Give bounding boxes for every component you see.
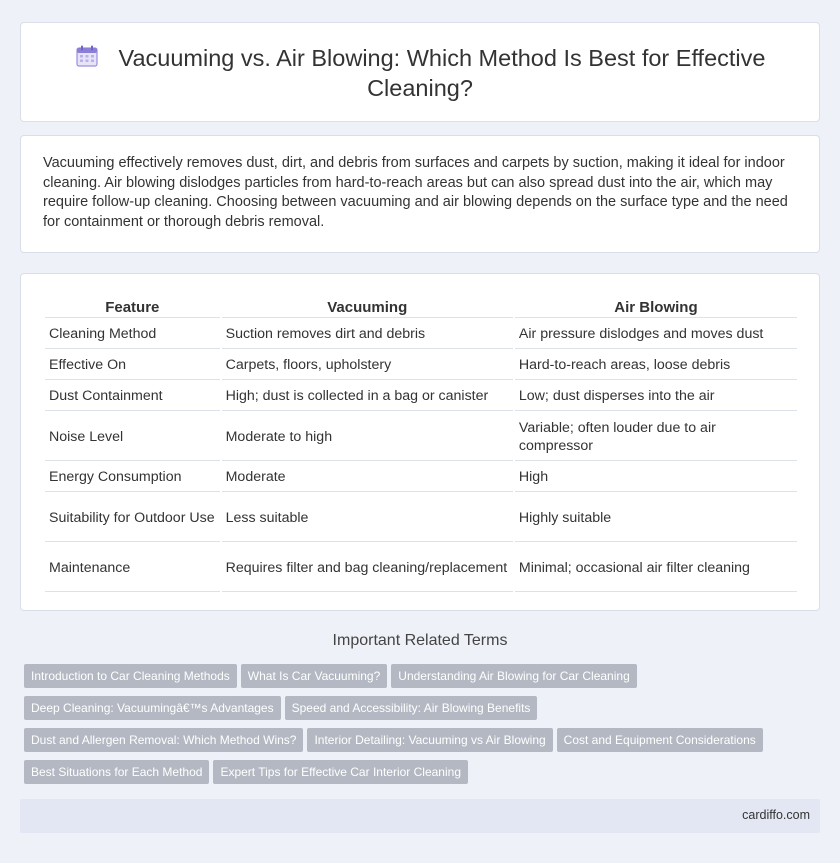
table-cell: Moderate — [222, 463, 513, 492]
related-terms-tags — [24, 664, 824, 792]
header-card — [20, 22, 820, 122]
footer-site[interactable]: cardiffo.com — [742, 808, 810, 822]
table-cell: Requires filter and bag cleaning/replacement — [222, 544, 513, 592]
table-cell: High — [515, 463, 797, 492]
table-cell: Low; dust disperses into the air — [515, 382, 797, 411]
footer — [20, 799, 820, 833]
table-row — [45, 382, 797, 411]
tag-link[interactable]: Interior Detailing: Vacuuming vs Air Blowing — [307, 728, 552, 752]
tag-link[interactable]: Deep Cleaning: Vacuumingâ€™s Advantages — [24, 696, 281, 720]
intro-text: Vacuuming effectively removes dust, dirt, and debris from surfaces and carpets by suction, making it ideal for indoor cleaning. Air blowing dislodges particles from hard-to-reach areas but can also spread dust into the air, which may require follow-up cleaning. Choosing between vacuuming and air blowing depends on the surface type and the need for containment or thorough debris removal. — [43, 155, 788, 230]
tag-link[interactable]: Dust and Allergen Removal: Which Method Wins? — [24, 728, 303, 752]
header-air-blowing: Air Blowing — [515, 296, 797, 318]
table-cell: Variable; often louder due to air compressor — [515, 413, 797, 461]
tag-link[interactable]: Expert Tips for Effective Car Interior Cleaning — [213, 760, 468, 784]
tag-row — [24, 696, 824, 728]
table-cell: High; dust is collected in a bag or canister — [222, 382, 513, 411]
title-wrap — [21, 43, 819, 103]
page-title — [50, 43, 790, 103]
table-cell: Hard-to-reach areas, loose debris — [515, 351, 797, 380]
calendar-icon — [75, 44, 99, 68]
tag-link[interactable]: Speed and Accessibility: Air Blowing Benefits — [285, 696, 538, 720]
tag-row — [24, 664, 824, 696]
tag-row — [24, 728, 824, 760]
table-cell: Suitability for Outdoor Use — [45, 494, 220, 542]
table-cell: Less suitable — [222, 494, 513, 542]
table-cell: Suction removes dirt and debris — [222, 320, 513, 349]
table-cell: Dust Containment — [45, 382, 220, 411]
table-cell: Carpets, floors, upholstery — [222, 351, 513, 380]
table-row — [45, 463, 797, 492]
header-feature: Feature — [45, 296, 220, 318]
table-cell: Effective On — [45, 351, 220, 380]
tag-link[interactable]: Introduction to Car Cleaning Methods — [24, 664, 237, 688]
table-row — [45, 413, 797, 461]
table-cell: Highly suitable — [515, 494, 797, 542]
table-header-row — [45, 296, 797, 318]
related-terms-title: Important Related Terms — [332, 632, 508, 649]
tag-link[interactable]: What Is Car Vacuuming? — [241, 664, 388, 688]
table-cell: Maintenance — [45, 544, 220, 592]
table-row — [45, 544, 797, 592]
table-row — [45, 320, 797, 349]
header-vacuuming: Vacuuming — [222, 296, 513, 318]
page-title-text: Vacuuming vs. Air Blowing: Which Method Is Best for Effective Cleaning? — [118, 45, 766, 101]
table-row — [45, 494, 797, 542]
table-cell: Noise Level — [45, 413, 220, 461]
table-row — [45, 351, 797, 380]
table-cell: Minimal; occasional air filter cleaning — [515, 544, 797, 592]
table-cell: Air pressure dislodges and moves dust — [515, 320, 797, 349]
tag-link[interactable]: Cost and Equipment Considerations — [557, 728, 763, 752]
table-cell: Moderate to high — [222, 413, 513, 461]
tag-link[interactable]: Best Situations for Each Method — [24, 760, 209, 784]
table-cell: Cleaning Method — [45, 320, 220, 349]
comparison-card — [20, 273, 820, 611]
tag-row — [24, 760, 824, 792]
tag-link[interactable]: Understanding Air Blowing for Car Cleaning — [391, 664, 636, 688]
comparison-table — [43, 294, 799, 594]
table-cell: Energy Consumption — [45, 463, 220, 492]
intro-card — [20, 135, 820, 253]
